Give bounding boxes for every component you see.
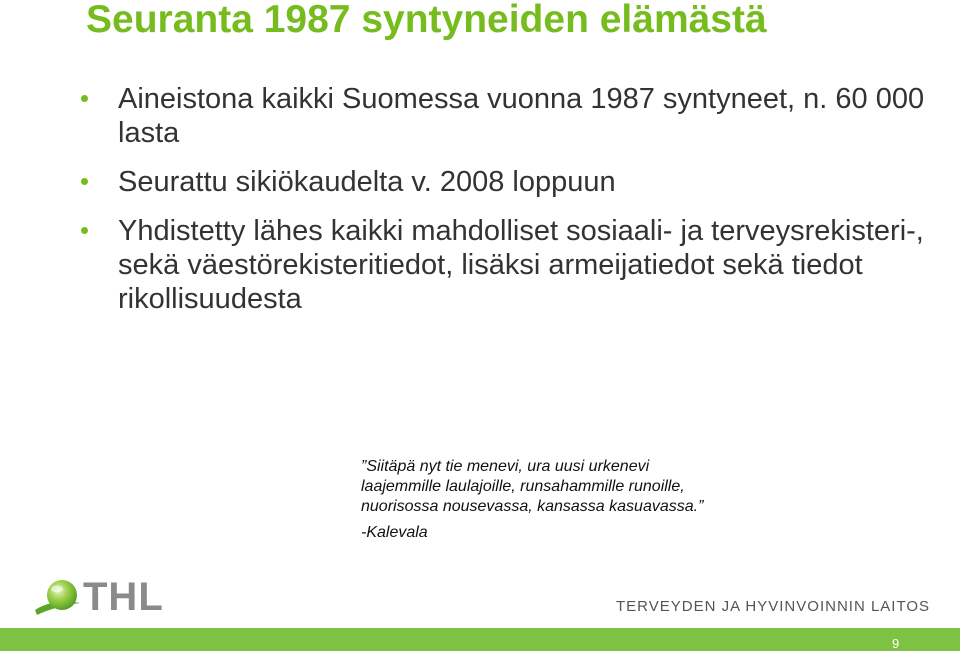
bullet-list [78, 82, 938, 331]
bullet-text: Seurattu sikiökaudelta v. 2008 loppuun [118, 166, 616, 198]
bullet-text: Yhdistetty lähes kaikki mahdolliset sosiaali- ja terveysrekisteri-, sekä väestörekisteritiedot, lisäksi armeijatiedot sekä tiedot rikollisuudesta [118, 215, 924, 315]
quote-line: nuorisossa nousevassa, kansassa kasuavassa.” [361, 498, 704, 515]
bullet-text: Aineistona kaikki Suomessa vuonna 1987 syntyneet, n. 60 000 lasta [118, 83, 925, 149]
kalevala-quote [361, 457, 703, 543]
bullet-dot-icon [81, 95, 88, 102]
footer-bar [0, 628, 960, 651]
page-number: 9 [892, 636, 900, 651]
bullet-dot-icon [81, 227, 88, 234]
quote-line: ”Siitäpä nyt tie menevi, ura uusi urkenevi [361, 458, 650, 475]
bullet-item [78, 165, 938, 199]
quote-line: laajemmille laulajoille, runsahammille runoille, [361, 478, 685, 495]
bullet-dot-icon [81, 178, 88, 185]
thl-logo [33, 577, 173, 617]
thl-globe-logo-icon [33, 577, 83, 617]
bullet-item [78, 82, 938, 150]
organization-name: TERVEYDEN JA HYVINVOINNIN LAITOS [616, 598, 931, 615]
slide-title: Seuranta 1987 syntyneiden elämästä [86, 0, 767, 41]
logo-text: THL [83, 575, 164, 619]
quote-author: -Kalevala [361, 524, 428, 541]
bullet-item [78, 214, 938, 316]
